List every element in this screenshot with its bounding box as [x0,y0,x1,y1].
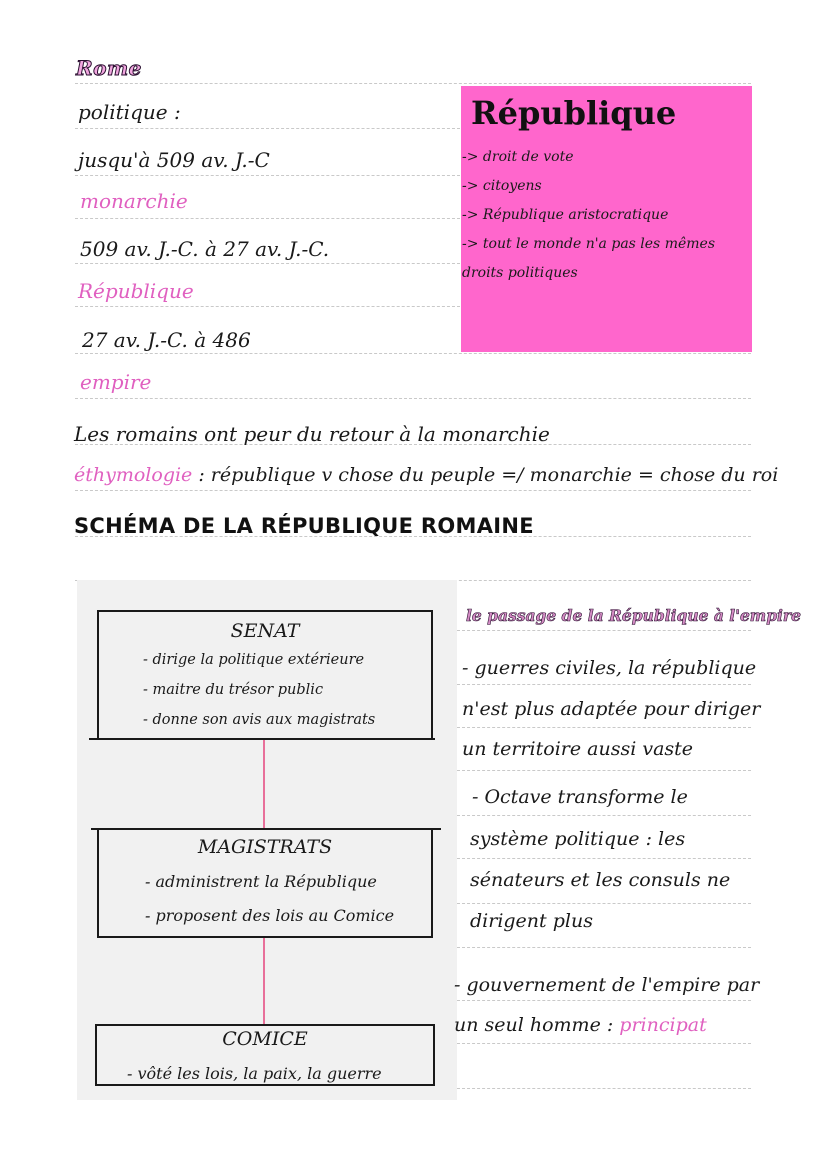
ruled-line [457,684,751,685]
senat-line: - maitre du trésor public [143,682,324,698]
passage-line: dirigent plus [470,910,593,932]
ruled-line [75,83,751,84]
ruled-line [75,128,460,129]
comice-line: - vôté les lois, la paix, la guerre [127,1064,382,1083]
senat-box [97,610,433,740]
senat-title: SENAT [230,620,300,642]
ruled-line [457,1000,751,1001]
magistrats-title: MAGISTRATS [197,836,333,858]
page-title: Rome [76,56,142,80]
magistrats-line: - administrent la République [145,872,377,891]
ruled-line [457,630,751,631]
senat-line: - dirige la politique extérieure [143,652,365,668]
fear-line: Les romains ont peur du retour à la monarchie [74,422,550,446]
magistrats-line: - proposent des lois au Comice [145,906,395,925]
etymology-label: éthymologie [74,464,193,486]
ruled-line [457,1088,751,1089]
connector-line [263,740,265,828]
period-regime: République [78,279,194,303]
republic-item: -> citoyens [462,178,542,194]
republic-item: droits politiques [462,265,578,281]
ruled-line [457,947,751,948]
etymology-text: : république v chose du peuple =/ monarchie = chose du roi [192,464,779,486]
ruled-line [457,727,751,728]
passage-line: n'est plus adaptée pour diriger [462,698,761,720]
passage-line: - guerres civiles, la république [462,657,757,679]
period-dates: 509 av. J.-C. à 27 av. J.-C. [80,237,330,261]
passage-line [454,1014,707,1036]
republic-box-title: République [471,94,677,132]
passage-line: - gouvernement de l'empire par [454,974,760,996]
passage-line-text: un seul homme : [454,1014,620,1036]
ruled-line [75,490,751,491]
ruled-line [75,218,460,219]
comice-box [95,1024,435,1086]
comice-baseline [95,1084,435,1086]
ruled-line [457,1043,751,1044]
ruled-line [75,306,460,307]
republic-item: -> tout le monde n'a pas les mêmes [462,236,715,252]
period-dates: jusqu'à 509 av. J.-C [78,148,270,172]
ruled-line [457,815,751,816]
principat-term: principat [619,1014,707,1036]
politics-label: politique : [78,100,181,124]
ruled-line [457,770,751,771]
period-regime: empire [80,370,152,394]
passage-line: sénateurs et les consuls ne [470,869,731,891]
period-regime: monarchie [80,189,188,213]
period-dates: 27 av. J.-C. à 486 [82,328,251,352]
republic-box [461,86,752,352]
passage-title: le passage de la République à l'empire [466,606,801,625]
ruled-line [457,903,751,904]
schema-title: SCHÉMA DE LA RÉPUBLIQUE ROMAINE [74,514,534,538]
senat-line: - donne son avis aux magistrats [143,712,376,728]
magistrats-baseline [97,936,433,938]
comice-title: COMICE [222,1028,308,1050]
senat-baseline [89,738,435,740]
passage-line: système politique : les [470,828,686,850]
ruled-line [457,858,751,859]
ruled-line [75,175,460,176]
passage-line: - Octave transforme le [472,786,688,808]
ruled-line [75,263,460,264]
ruled-line [75,353,751,354]
republic-item: -> droit de vote [462,149,574,165]
etymology-line [74,464,778,486]
republic-item: -> République aristocratique [462,207,669,223]
magistrats-box [97,830,433,936]
passage-line: un territoire aussi vaste [462,738,694,760]
ruled-line [75,398,751,399]
republic-diagram [77,580,457,1100]
connector-line [263,938,265,1024]
